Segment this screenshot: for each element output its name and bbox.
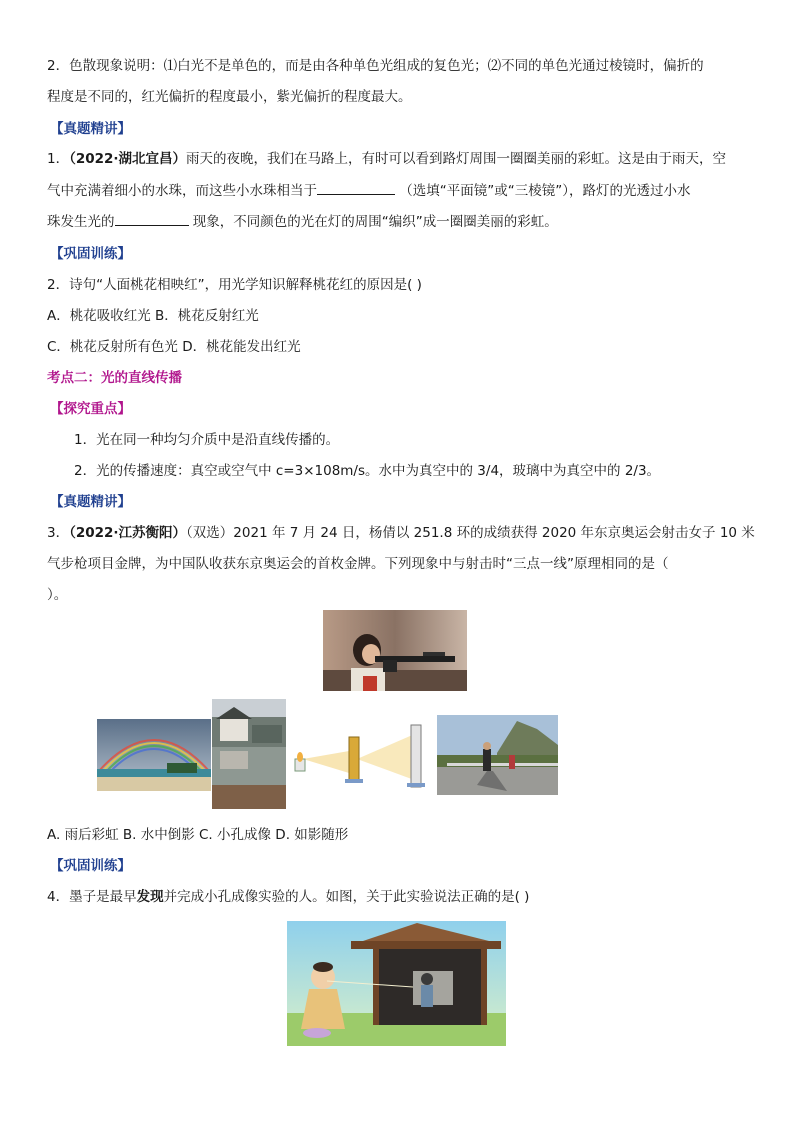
q4-stem-bold: 发现 [136,889,164,905]
dispersion-explanation-line1: 2．色散现象说明：⑴白光不是单色的，而是由各种单色光组成的复色光；⑵不同的单色光通过棱镜时，偏折的 [47,58,704,74]
q1-line1 [47,150,726,168]
q3-source: （2022·江苏衡阳） [69,525,187,541]
q1-text-e: 现象，不同颜色的光在灯的周围“编织”成一圈圈美丽的彩虹。 [192,214,558,230]
q3-text-a: （双选）2021 年 7 月 24 日，杨倩以 251.8 环的成绩获得 2020 年东京奥运会射击女子 10 米 [186,525,755,541]
q1-text-a: 雨天的夜晚，我们在马路上，有时可以看到路灯周围一圈圈美丽的彩虹。这是由于雨天，空 [186,151,727,167]
q3-line3: ）。 [47,587,68,603]
shooter-photo [323,610,467,691]
q4-stem-a: 4．墨子是最早 [47,889,137,905]
dispersion-explanation-line2: 程度是不同的，红光偏折的程度最小，紫光偏折的程度最大。 [47,89,412,105]
q2-options-cd: C．桃花反射所有色光 D．桃花能发出红光 [47,339,301,355]
q3-line1 [47,524,755,542]
q1-number: 1． [47,151,70,167]
q1-text-c: （选填“平面镜”或“三棱镜”），路灯的光透过小水 [399,183,691,199]
mozi-cartoon [287,921,506,1046]
section-gonggu-2: 【巩固训练】 [50,858,131,874]
section-gonggu-1: 【巩固训练】 [50,246,131,262]
q2-stem: 2．诗句“人面桃花相映红”，用光学知识解释桃花红的原因是( ) [47,277,422,293]
q1-blank-2[interactable] [115,213,189,226]
q3-options: A. 雨后彩虹 B. 水中倒影 C. 小孔成像 D. 如影随形 [47,827,349,843]
rainbow-photo [97,719,211,791]
tanjiu-point-2: 2．光的传播速度：真空或空气中 c=3×108m/s。水中为真空中的 3/4，玻璃中为真空中的 2/3。 [74,463,661,479]
q4-stem-b: 并完成小孔成像实验的人。如图，关于此实验说法正确的是( ) [163,889,530,905]
q3-number: 3． [47,525,70,541]
section-zhenti-2: 【真题精讲】 [50,494,131,510]
reflection-photo [212,699,286,809]
kaodian-2-heading: 考点二：光的直线传播 [47,370,182,386]
section-zhenti-1: 【真题精讲】 [50,121,131,137]
q1-text-b: 气中充满着细小的水珠，而这些小水珠相当于 [47,183,317,199]
q1-line2 [47,182,691,200]
q1-source: （2022·湖北宜昌） [69,151,187,167]
q4-stem [47,888,529,906]
q1-blank-1[interactable] [317,182,395,195]
q2-options-ab: A．桃花吸收红光 B．桃花反射红光 [47,308,259,324]
shadow-photo [437,715,558,795]
tanjiu-point-1: 1．光在同一种均匀介质中是沿直线传播的。 [74,432,340,448]
section-tanjiu: 【探究重点】 [50,401,131,417]
q3-line2: 气步枪项目金牌，为中国队收获东京奥运会的首枚金牌。下列现象中与射击时“三点一线”原理相同的是（ [47,556,669,572]
pinhole-diagram [287,715,435,793]
q1-line3 [47,213,558,231]
q1-text-d: 珠发生光的 [47,214,115,230]
